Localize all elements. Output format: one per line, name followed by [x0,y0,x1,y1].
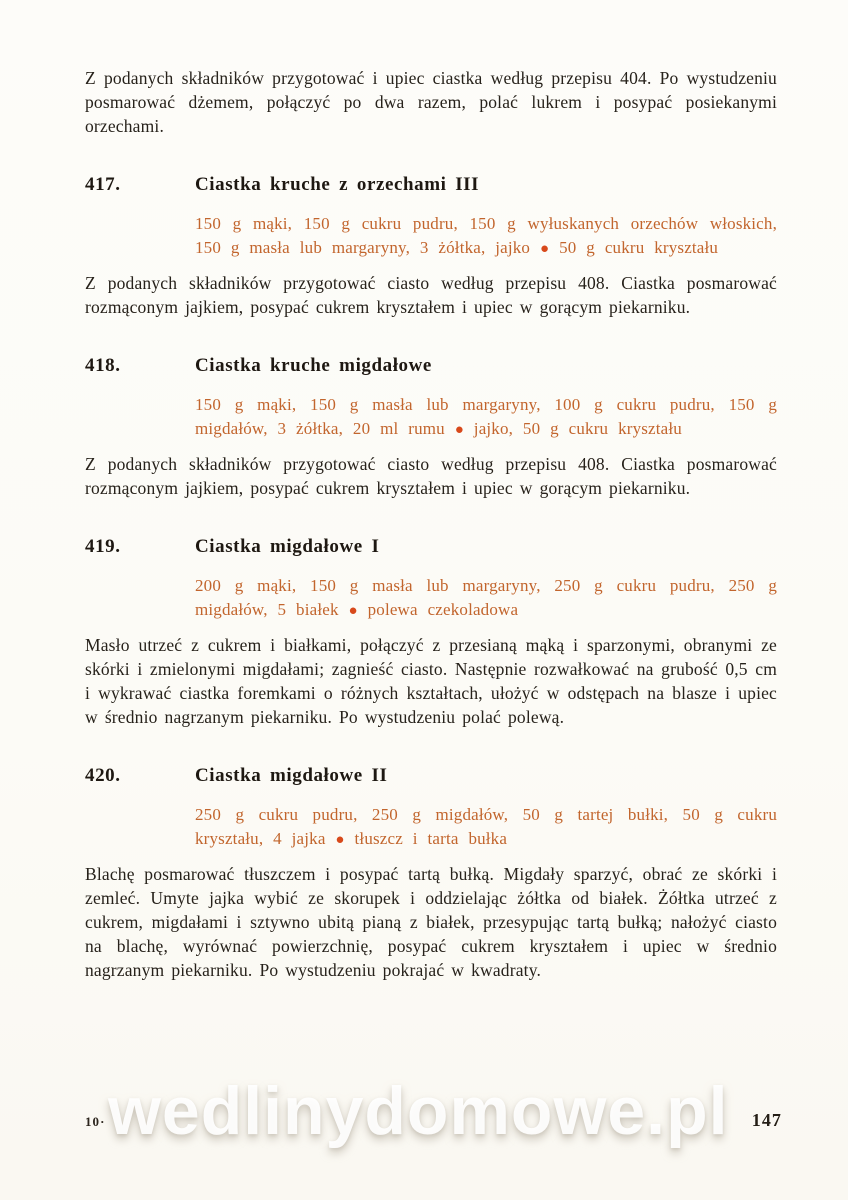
instructions-419: Masło utrzeć z cukrem i białkami, połączyć z przesianą mąką i sparzonymi, obranymi ze skórki i zmielonymi migdałami; zagnieść ciasto. Następnie rozwałkować na grubość 0,5 cm i wykrawać ciastka foremkami o różnych kształtach, ułożyć w odstępach na blasze i upiec w średnio nagrzanym piekarniku. Po wystudzeniu polać polewą. [85,635,777,727]
ingredients-main: 250 g cukru pudru, 250 g migdałów, 50 g tartej bułki, 50 g cukru kryształu, 4 jajka [195,805,777,848]
ingredients-extra: jajko, 50 g cukru kryształu [473,419,682,438]
ingredients-main: 200 g mąki, 150 g masła lub margaryny, 250 g cukru pudru, 250 g migdałów, 5 białek [195,576,777,619]
page-footer [85,1110,782,1131]
page-number: 147 [751,1110,782,1130]
ingredients-extra: tłuszcz i tarta bułka [354,829,508,848]
ingredients-417 [195,212,777,261]
ingredient-separator-bullet-icon: ● [348,603,358,619]
ingredients-420 [195,803,777,852]
watermark-text: wedlinydomowe.pl [108,1073,729,1149]
ingredient-separator-bullet-icon: ● [335,832,345,848]
ingredients-419 [195,574,777,623]
intro-paragraph: Z podanych składników przygotować i upiec ciastka według przepisu 404. Po wystudzeniu posmarować dżemem, połączyć po dwa razem, polać lukrem i posypać posiekanymi orzechami. [85,68,777,136]
ingredient-separator-bullet-icon: ● [539,241,550,257]
recipe-number: 420. [85,765,121,786]
recipe-number: 417. [85,174,121,195]
printer-signature-mark: 10· [85,1114,106,1129]
recipe-number: 418. [85,355,121,376]
recipe-heading-417 [85,172,777,198]
recipe-title: Ciastka migdałowe II [195,765,388,786]
recipe-title: Ciastka migdałowe I [195,536,380,557]
page-content [85,66,777,982]
ingredients-main: 150 g mąki, 150 g masła lub margaryny, 100 g cukru pudru, 150 g migdałów, 3 żółtka, 20 ml rumu [195,395,777,438]
instructions-420: Blachę posmarować tłuszczem i posypać tartą bułką. Migdały sparzyć, obrać ze skórki i zemleć. Umyte jajka wybić ze skorupek i oddzielając żółtka od białek. Żółtka utrzeć z cukrem, migdałami i sztywno ubitą pianą z białek, przesypując tartą bułką; nałożyć ciasto na blachę, wyrównać powierzchnię, posypać cukrem kryształem i upiec w średnio nagrzanym piekarniku. Po wystudzeniu pokrajać w kwadraty. [85,864,777,980]
instructions-418: Z podanych składników przygotować ciasto według przepisu 408. Ciastka posmarować rozmąconym jajkiem, posypać cukrem kryształem i upiec w gorącym piekarniku. [85,454,777,498]
instructions-417: Z podanych składników przygotować ciasto według przepisu 408. Ciastka posmarować rozmąconym jajkiem, posypać cukrem kryształem i upiec w gorącym piekarniku. [85,273,777,317]
ingredients-extra: 50 g cukru kryształu [559,238,719,257]
recipe-title: Ciastka kruche z orzechami III [195,174,480,195]
recipe-heading-420 [85,763,777,789]
recipe-number: 419. [85,536,121,557]
ingredients-main: 150 g mąki, 150 g cukru pudru, 150 g wyłuskanych orzechów włoskich, 150 g masła lub margaryny, 3 żółtka, jajko [195,214,777,257]
ingredient-separator-bullet-icon: ● [454,422,464,438]
recipe-heading-418 [85,353,777,379]
ingredients-extra: polewa czekoladowa [367,600,519,619]
recipe-heading-419 [85,534,777,560]
ingredients-418 [195,393,777,442]
recipe-title: Ciastka kruche migdałowe [195,355,432,376]
